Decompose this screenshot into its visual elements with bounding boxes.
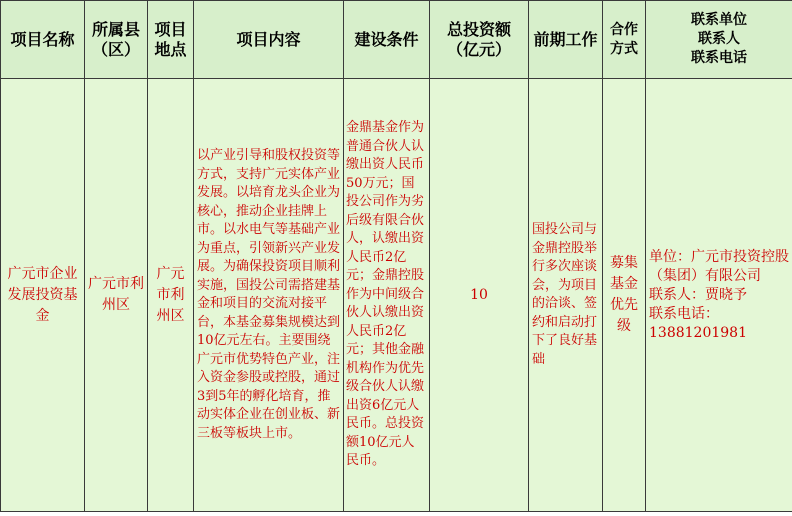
project-name-text: 广元市企业发展投资基金 — [7, 265, 78, 324]
cell-location[interactable] — [148, 79, 194, 512]
table-row — [1, 79, 792, 512]
header-row — [1, 1, 792, 79]
contact-text: 单位：广元市投资控股（集团）有限公司 联系人：贾晓予 联系电话：13881201981 — [649, 248, 789, 341]
cell-prework[interactable] — [529, 79, 603, 512]
prework-text: 国投公司与金鼎控股举行多次座谈会，为项目的洽谈、签约和启动打下了良好基础 — [532, 222, 598, 367]
content-text: 以产业引导和股权投资等方式，支持广元实体产业发展。以培育龙头企业为核心，推动企业挂牌上市。以水电气等基础产业为重点，引领新兴产业发展。为确保投资项目顺利实施，国投公司需搭建基金和项目的交流对接平台，本基金募集规模达到10亿元左右。主要围绕广元市优势特色产业，注入资金参股或控股，通过3到5年的孵化培育，推动实体企业在创业板、新三板等板块上市。 — [197, 148, 341, 441]
cell-coop[interactable] — [603, 79, 646, 512]
county-text: 广元市利州区 — [88, 276, 144, 313]
header-investment[interactable]: 总投资额 （亿元） — [430, 1, 529, 79]
coop-text: 募集基金优先级 — [610, 255, 638, 334]
cell-conditions[interactable] — [344, 79, 430, 512]
header-project-name[interactable]: 项目名称 — [1, 1, 85, 79]
cell-county[interactable] — [85, 79, 148, 512]
conditions-text: 金鼎基金作为普通合伙人认缴出资人民币50万元；国投公司作为劣后级有限合伙人，认缴出资人民币2亿元；金鼎控股作为中间级合伙人认缴出资人民币2亿元；其他金融机构作为优先级合伙人认缴出资6亿元人民币。总投资额10亿元人民币。 — [346, 120, 425, 469]
header-conditions[interactable]: 建设条件 — [344, 1, 430, 79]
header-coop[interactable]: 合作 方式 — [603, 1, 646, 79]
header-county[interactable]: 所属县 （区） — [85, 1, 148, 79]
investment-value: 10 — [470, 286, 488, 303]
cell-contact[interactable] — [646, 79, 792, 512]
header-content[interactable]: 项目内容 — [194, 1, 344, 79]
header-location[interactable]: 项目 地点 — [148, 1, 194, 79]
cell-project-name[interactable] — [1, 79, 85, 512]
cell-content[interactable] — [194, 79, 344, 512]
cell-investment[interactable] — [430, 79, 529, 512]
header-contact[interactable]: 联系单位 联系人 联系电话 — [646, 1, 792, 79]
header-prework[interactable]: 前期工作 — [529, 1, 603, 79]
location-text: 广元市利州区 — [156, 265, 185, 324]
